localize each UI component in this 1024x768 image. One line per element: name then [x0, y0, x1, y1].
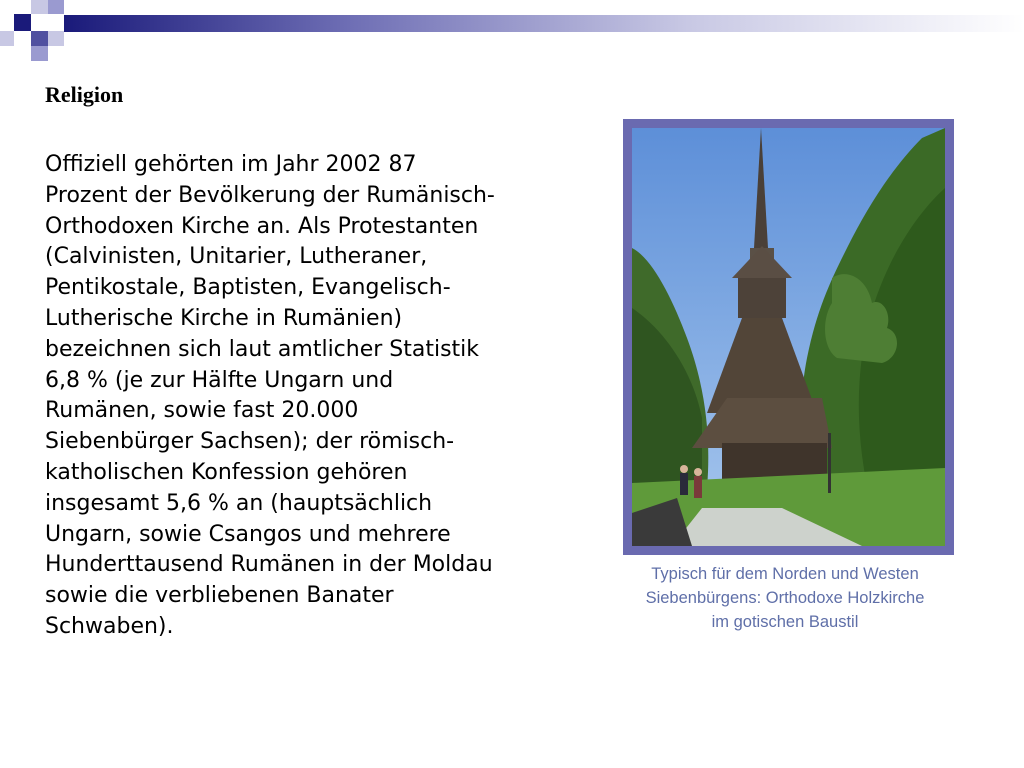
decor-square: [0, 31, 14, 46]
gradient-bar: [64, 15, 1024, 32]
slide-heading: Religion: [45, 82, 124, 107]
body-paragraph: Offiziell gehörten im Jahr 2002 87 Prozent der Bevölkerung der Rumänisch-Orthodoxen Kirche an. Als Protestanten (Calvinisten, Unitarier, Lutheraner, Pentikostale, Baptisten, Evangelisch-Lutherische Kirche in Rumänien) bezeichnen sich laut amtlicher Statistik 6,8 % (je zur Hälfte Ungarn und Rumänen, sowie fast 20.000 Siebenbürger Sachsen); der römisch-katholischen Konfession gehören insgesamt 5,6 % an (hauptsächlich Ungarn, sowie Csangos und mehrere Hunderttausend Rumänen in der Moldau sowie die verbliebenen Banater Schwaben).: [45, 152, 495, 639]
photo-caption: Typisch für dem Norden und Westen Siebenbürgens: Orthodoxe Holzkirche im gotischen Baustil: [645, 565, 925, 631]
decor-square: [48, 0, 64, 14]
decor-square: [31, 0, 48, 14]
decor-square: [31, 31, 48, 46]
decor-square: [14, 14, 31, 31]
decor-square: [31, 46, 48, 61]
church-photo: [632, 128, 945, 546]
photo-frame: [623, 119, 954, 555]
decor-square: [48, 31, 64, 46]
